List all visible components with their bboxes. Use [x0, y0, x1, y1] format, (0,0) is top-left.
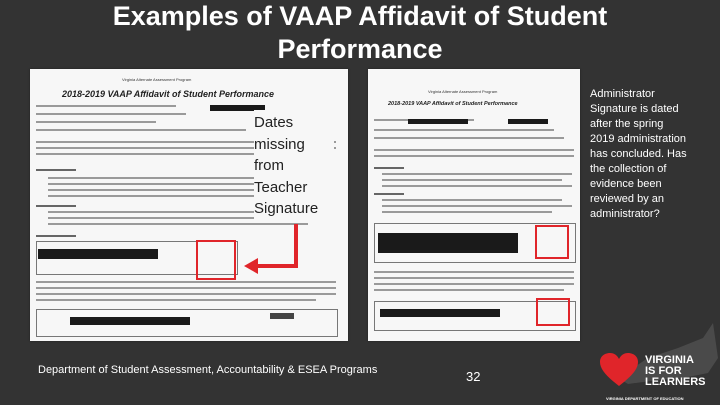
- slide-title-line1: Examples of VAAP Affidavit of Student: [112, 1, 608, 31]
- right-doc-header: 2018-2019 VAAP Affidavit of Student Performance: [388, 101, 518, 107]
- annotation-arrow: [240, 220, 310, 280]
- right-admin-date-highlight: [536, 298, 570, 326]
- admin-signature-annotation: Administrator Signature is dated after the spring 2019 administration has concluded. Has the collection of evidence been reviewed by an administrator?: [590, 88, 687, 220]
- left-doc-program: Virginia Alternate Assessment Program: [122, 77, 192, 82]
- heart-icon: [598, 352, 640, 388]
- slide-title-line2: Performance: [277, 34, 443, 64]
- dates-missing-annotation: Dates missing from Teacher Signature: [254, 110, 334, 222]
- left-date-highlight: [196, 240, 236, 280]
- right-doc-program: Virginia Alternate Assessment Program: [428, 89, 498, 94]
- vdoe-label: VIRGINIA DEPARTMENT OF EDUCATION: [606, 396, 684, 401]
- footer-department: Department of Student Assessment, Accountability & ESEA Programs: [38, 364, 378, 376]
- virginia-is-for-learners-logo: VIRGINIA IS FOR LEARNERS: [645, 354, 706, 388]
- page-number: 32: [466, 369, 481, 384]
- right-teacher-date-highlight: [535, 225, 569, 259]
- slide-title: [0, 0, 720, 66]
- left-doc-header: 2018-2019 VAAP Affidavit of Student Performance: [62, 89, 275, 99]
